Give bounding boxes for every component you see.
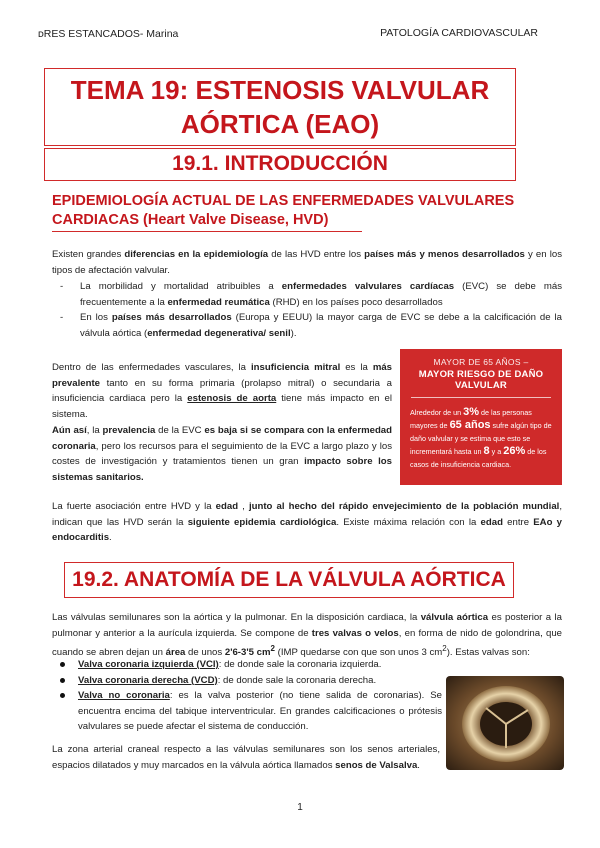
paragraph-prevalence <box>52 423 392 485</box>
list-item <box>52 657 442 673</box>
bold-text: tres valvas o velos <box>311 627 399 639</box>
bold-text: 2'6-3'5 cm <box>224 647 271 659</box>
text: de unos <box>185 647 225 659</box>
infographic-heading: MAYOR RIESGO DE DAÑO VALVULAR <box>418 369 544 391</box>
paragraph-age <box>52 499 562 546</box>
text: de la EVC <box>155 425 205 436</box>
text: tiene más impacto en el sistema. <box>52 393 392 420</box>
text: ). <box>290 327 297 339</box>
text: Existen grandes <box>52 249 125 260</box>
list-item <box>52 279 562 310</box>
bold-text: área <box>165 647 186 659</box>
bold-text: impacto sobre los sistemas sanitarios. <box>52 456 392 483</box>
text: . <box>109 532 112 544</box>
bold-text: EAo y endocarditis <box>52 516 563 544</box>
text: , <box>238 501 249 512</box>
bold-text: enfermedades valvulares cardíacas <box>281 281 455 292</box>
valve-name: Valva no coronaria <box>78 690 170 702</box>
text: de las HVD entre los <box>268 249 365 260</box>
text: : de donde sale la coronaria izquierda. <box>218 659 382 670</box>
text: tanto en su forma primaria (prolapso mitral) o secundaria a insuficiencia cardiaca pero la <box>52 377 392 405</box>
text: (RHD) en los países poco desarrollados <box>269 296 443 308</box>
text: sufre algún tipo de daño valvular y se estima que esto se incrementará hasta un <box>410 421 552 456</box>
bold-text: diferencias en la epidemiología <box>124 249 269 260</box>
text: y en los tipos de afectación valvular. <box>52 249 562 276</box>
bold-text: siguiente epidemia cardiológica <box>187 516 337 528</box>
paragraph-epidemiology <box>52 247 562 278</box>
text: , pero los recursos para el seguimiento de la EVC a largo plazo y los costes de investigación y tratamientos tienen un gran <box>52 440 392 468</box>
epidemiology-heading-line-1: EPIDEMIOLOGÍA ACTUAL DE LAS ENFERMEDADES VALVULARES <box>52 193 515 209</box>
aortic-valve-photo <box>446 676 564 770</box>
text: de los casos de insuficiencia cardiaca. <box>410 447 547 469</box>
text: . <box>417 759 420 771</box>
bold-text: junto al hecho del rápido envejecimiento de la población mundial <box>248 501 560 512</box>
bold-text: países más y menos desarrollados <box>364 249 525 260</box>
paragraph-anatomy <box>52 610 562 661</box>
bold-text: es baja si se compara con la enfermedad coronaria <box>52 425 392 452</box>
stat-percent: 8 <box>483 445 490 457</box>
text: , indican que las HVD serán la <box>52 501 562 528</box>
title-line-2: AÓRTICA (EAO) <box>180 109 380 139</box>
text: . Existe máxima relación con la <box>336 516 481 528</box>
superscript: 2 <box>442 644 447 654</box>
text: En los <box>80 312 112 324</box>
text: y a <box>489 447 504 456</box>
infographic-top-line: MAYOR DE 65 AÑOS – <box>433 357 529 367</box>
stat-age: 65 años <box>449 419 491 431</box>
header-subject: PATOLOGÍA CARDIOVASCULAR <box>380 27 538 39</box>
risk-infographic <box>400 349 562 485</box>
bold-text: válvula aórtica <box>420 612 489 623</box>
bold-text: edad <box>480 516 503 528</box>
text: , en forma de nido de golondrina, que cuando se abren dejan un <box>52 627 562 659</box>
text: : es la valva posterior (no tiene salida de coronarias). Se encuentra encima del tabique interventricular. En grandes calcificaciones o prótesis valvulares se puede afectar el sistema de conducción. <box>78 690 442 733</box>
underlined-term: estenosis de aorta <box>187 393 277 405</box>
header-author: ᴅRES ESTANCADOS- Marina <box>38 28 179 40</box>
bold-text: edad <box>215 501 239 512</box>
text: La morbilidad y mortalidad atribuibles a <box>80 281 282 292</box>
list-item <box>52 310 562 341</box>
heading-underline <box>52 231 362 232</box>
text: Dentro de las enfermedades vasculares, la <box>52 362 251 373</box>
list-item <box>52 673 442 689</box>
text: (IMP quedarse con que son unos 3 cm <box>274 647 443 659</box>
valve-list <box>52 657 442 735</box>
bold-text: senos de Valsalva <box>335 759 418 771</box>
valve-illustration <box>446 676 564 770</box>
bold-text: enfermedad reumática <box>167 296 270 308</box>
text: entre <box>502 516 534 528</box>
text: Las válvulas semilunares son la aórtica y la pulmonar. En la disposición cardiaca, la <box>52 612 421 623</box>
text: , la <box>86 425 103 436</box>
list-item <box>52 688 442 735</box>
epidemiology-heading <box>52 192 522 230</box>
text: es posterior a la pulmonar y anterior a la aurícula izquierda. Se compone de <box>52 612 562 639</box>
infographic-body <box>400 398 562 471</box>
stat-percent: 3% <box>463 406 480 418</box>
epidemiology-list <box>52 279 562 341</box>
page-title <box>44 68 516 146</box>
bold-text: países más desarrollados <box>111 312 232 324</box>
superscript: 2 <box>270 644 275 654</box>
bold-text: insuficiencia mitral <box>251 362 341 373</box>
text: La fuerte asociación entre HVD y la <box>52 501 216 512</box>
text: ). Estas valvas son: <box>446 647 530 659</box>
valve-name: Valva coronaria derecha (VCD) <box>78 674 218 686</box>
bold-text: más prevalente <box>52 362 393 389</box>
text: Alrededor de un <box>410 408 464 417</box>
epidemiology-heading-line-2: CARDIACAS (Heart Valve Disease, HVD) <box>52 212 329 228</box>
bold-text: prevalencia <box>102 425 156 436</box>
title-line-1: TEMA 19: ESTENOSIS VALVULAR <box>70 75 490 105</box>
page-number: 1 <box>297 802 303 813</box>
stat-percent: 26% <box>503 445 526 457</box>
section-heading-intro: 19.1. INTRODUCCIÓN <box>44 148 516 181</box>
text: es la <box>340 362 373 373</box>
text: La zona arterial craneal respecto a las válvulas semilunares son los senos arteriales, espacios dilatados y muy marcados en la válvula aórtica llamados <box>52 744 440 771</box>
text: de las personas mayores de <box>410 408 532 430</box>
text: (EVC) se debe más frecuentemente a la <box>80 281 562 308</box>
paragraph-mitral <box>52 360 392 422</box>
text: (Europa y EEUU) la mayor carga de EVC se debe a la calcificación de la válvula aórtica ( <box>80 312 562 339</box>
valve-name: Valva coronaria izquierda (VCI) <box>78 659 219 670</box>
bold-text: enfermedad degenerativa/ senil <box>147 327 291 339</box>
bold-text: Aún así <box>52 425 87 436</box>
paragraph-valsalva <box>52 742 440 773</box>
text: : de donde sale la coronaria derecha. <box>217 674 377 686</box>
section-heading-anatomy: 19.2. ANATOMÍA DE LA VÁLVULA AÓRTICA <box>64 562 514 598</box>
